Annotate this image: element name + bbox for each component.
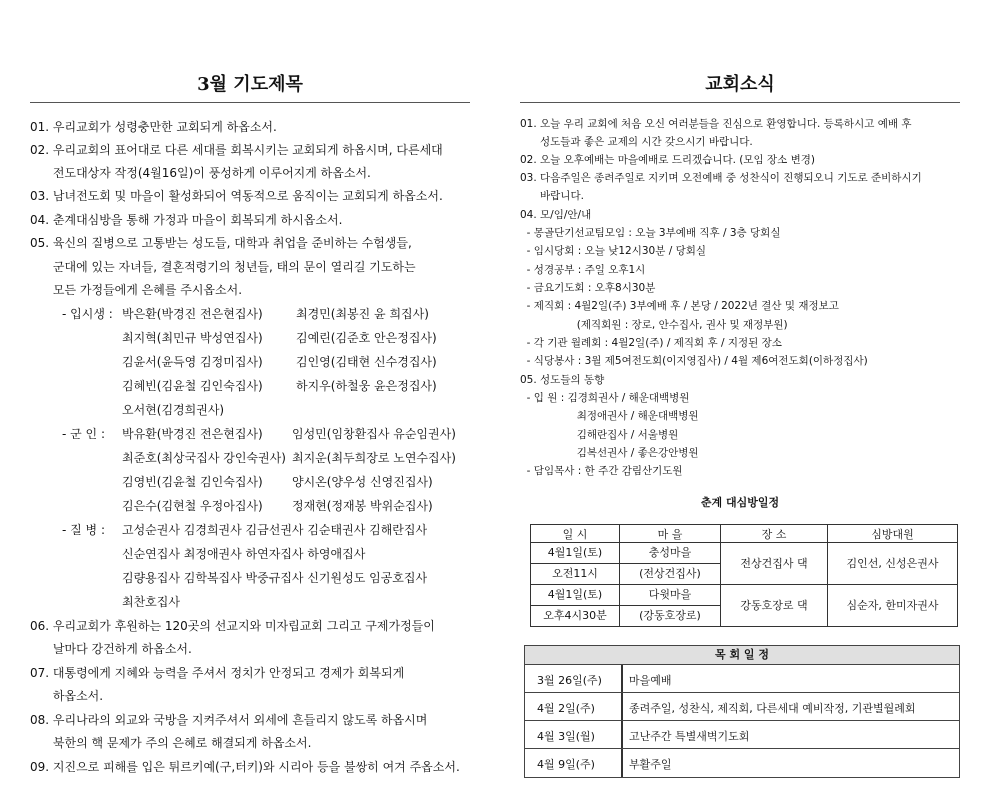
news-line: - 각 기관 월례회 : 4월2일(주) / 제직회 후 / 지정된 장소 — [520, 337, 782, 349]
prayer-line: 04. 춘계대심방을 통해 가정과 마을이 회복되게 하시옵소서. — [30, 213, 343, 227]
group-entry: 김혜빈(김윤철 김인숙집사) — [122, 379, 263, 393]
schedule-date: 4월 9일(주) — [537, 758, 595, 771]
schedule-date: 4월 3일(월) — [537, 730, 595, 743]
schedule-event: 고난주간 특별새벽기도회 — [629, 730, 750, 743]
schedule-box — [524, 645, 960, 778]
news-line: 김복선권사 / 좋은강안병원 — [520, 447, 699, 459]
visit-header: 마 을 — [620, 525, 721, 543]
group-label: - 질 병 : — [62, 523, 106, 537]
news-line: 04. 모/임/안/내 — [520, 209, 592, 221]
schedule-event: 마을예배 — [629, 674, 672, 687]
news-line: (제직회원 : 장로, 안수집사, 권사 및 재정부원) — [520, 319, 788, 331]
visit-date: 4월1일(토) — [531, 543, 620, 564]
prayer-line: 북한의 핵 문제가 주의 은혜로 해결되게 하옵소서. — [30, 736, 312, 750]
group-entry: 최지운(최두희장로 노연수집사) — [292, 451, 456, 465]
schedule-title: 목 회 일 정 — [525, 646, 959, 665]
prayer-line: 09. 지진으로 피해를 입은 튀르키예(구,터키)와 시리아 등을 불쌍히 여겨 주옵소서. — [30, 760, 460, 774]
news-title-rule — [520, 102, 960, 103]
visit-title: 춘계 대심방일정 — [700, 496, 780, 509]
schedule-divider — [621, 693, 623, 721]
prayer-line: 03. 남녀전도회 및 마을이 활성화되어 역동적으로 움직이는 교회되게 하옵소서. — [30, 189, 443, 203]
schedule-date: 4월 2일(주) — [537, 702, 595, 715]
news-line: 성도들과 좋은 교제의 시간 갖으시기 바랍니다. — [520, 136, 753, 148]
visit-village-leader: (강동호장로) — [620, 606, 721, 627]
group-label: - 군 인 : — [62, 427, 106, 441]
prayer-title: 3월 기도제목 — [197, 74, 303, 95]
prayer-title-rule — [30, 102, 470, 103]
prayer-line: 05. 육신의 질병으로 고통받는 성도들, 대학과 취업을 준비하는 수험생들, — [30, 236, 412, 250]
news-line: - 임시당회 : 오늘 낮12시30분 / 당회실 — [520, 245, 707, 257]
prayer-line: 군대에 있는 자녀들, 결혼적령기의 청년들, 태의 문이 열리길 기도하는 — [30, 260, 416, 274]
group-entry: 고성순권사 김경희권사 김금선권사 김순태권사 김해란집사 — [122, 523, 428, 537]
news-line: 02. 오늘 오후예배는 마을예배로 드리겠습니다. (모임 장소 변경) — [520, 154, 816, 166]
group-entry: 최경민(최봉진 윤 희집사) — [296, 307, 429, 321]
schedule-divider — [621, 721, 623, 749]
news-line: - 제직회 : 4월2일(주) 3부예배 후 / 본당 / 2022년 결산 및 재정보고 — [520, 300, 839, 312]
prayer-line: 01. 우리교회가 성령충만한 교회되게 하옵소서. — [30, 120, 277, 134]
prayer-line: 모든 가정들에게 은혜를 주시옵소서. — [30, 283, 243, 297]
group-entry: 박은환(박경진 전은현집사) — [122, 307, 263, 321]
visit-date: 4월1일(토) — [531, 585, 620, 606]
visit-table — [530, 524, 958, 627]
group-entry: 신순연집사 최정애권사 하연자집사 하영애집사 — [122, 547, 366, 561]
news-line: - 성경공부 : 주일 오후1시 — [520, 264, 646, 276]
group-entry: 양시온(양우성 신영진집사) — [292, 475, 433, 489]
schedule-row — [525, 721, 959, 749]
group-entry: 최찬호집사 — [122, 595, 180, 609]
news-line: 01. 오늘 우리 교회에 처음 오신 여러분들을 진심으로 환영합니다. 등록하시고 예배 후 — [520, 118, 912, 130]
news-title: 교회소식 — [705, 74, 775, 95]
prayer-line: 하옵소서. — [30, 689, 104, 703]
group-entry: 정재현(정재봉 박위순집사) — [292, 499, 433, 513]
group-entry: 김영빈(김윤철 김인숙집사) — [122, 475, 263, 489]
news-line: - 식당봉사 : 3월 제5여전도회(이지영집사) / 4월 제6여전도회(이하정집사) — [520, 355, 868, 367]
visit-place: 전상건집사 댁 — [721, 543, 828, 585]
prayer-line: 전도대상자 작정(4월16일)이 풍성하게 이루어지게 하옵소서. — [30, 166, 371, 180]
visit-header: 심방대원 — [828, 525, 958, 543]
visit-header: 일 시 — [531, 525, 620, 543]
visit-team: 심순자, 한미자권사 — [828, 585, 958, 627]
group-entry: 김은수(김현철 우정아집사) — [122, 499, 263, 513]
prayer-line: 날마다 강건하게 하옵소서. — [30, 642, 192, 656]
group-entry: 김예린(김준호 안은정집사) — [296, 331, 437, 345]
visit-village: 다윗마을 — [620, 585, 721, 606]
schedule-divider — [621, 665, 623, 693]
visit-village-leader: (전상건집사) — [620, 564, 721, 585]
prayer-line: 06. 우리교회가 후원하는 120곳의 선교지와 미자립교회 그리고 구제가정들이 — [30, 619, 435, 633]
schedule-row — [525, 693, 959, 721]
prayer-line: 02. 우리교회의 표어대로 다른 세대를 회복시키는 교회되게 하옵시며, 다른세대 — [30, 143, 443, 157]
group-entry: 최지혁(최민규 박성연집사) — [122, 331, 263, 345]
visit-village: 충성마을 — [620, 543, 721, 564]
visit-time: 오전11시 — [531, 564, 620, 585]
news-line: 03. 다음주일은 종려주일로 지키며 오전예배 중 성찬식이 진행되오니 기도로 준비하시기 — [520, 172, 922, 184]
group-entry: 임성민(임창환집사 유순임권사) — [292, 427, 456, 441]
prayer-line: 08. 우리나라의 외교와 국방을 지켜주셔서 외세에 흔들리지 않도록 하옵시며 — [30, 713, 428, 727]
visit-team: 김인선, 신성은권사 — [828, 543, 958, 585]
news-line: 최정애권사 / 해운대백병원 — [520, 410, 699, 422]
news-line: 바랍니다. — [520, 190, 584, 202]
news-line: - 입 원 : 김경희권사 / 해운대백병원 — [520, 392, 690, 404]
group-entry: 오서현(김경희권사) — [122, 403, 225, 417]
group-entry: 김윤서(윤득영 김정미집사) — [122, 355, 263, 369]
schedule-row — [525, 749, 959, 777]
group-label: - 입시생 : — [62, 307, 113, 321]
group-entry: 김인영(김태현 신수경집사) — [296, 355, 437, 369]
schedule-event: 종려주일, 성찬식, 제직회, 다른세대 예비작정, 기관별월례회 — [629, 702, 916, 715]
group-entry: 김량용집사 김학복집사 박중규집사 신기원성도 임공호집사 — [122, 571, 428, 585]
news-line: 김해란집사 / 서울병원 — [520, 429, 679, 441]
visit-row — [531, 585, 958, 606]
schedule-date: 3월 26일(주) — [537, 674, 602, 687]
visit-header: 장 소 — [721, 525, 828, 543]
schedule-event: 부활주일 — [629, 758, 672, 771]
visit-row — [531, 543, 958, 564]
visit-time: 오후4시30분 — [531, 606, 620, 627]
news-line: - 금요기도회 : 오후8시30분 — [520, 282, 656, 294]
group-entry: 박유환(박경진 전은현집사) — [122, 427, 263, 441]
news-line: - 담임목사 : 한 주간 감림산기도원 — [520, 465, 683, 477]
group-entry: 하지우(하철웅 윤은정집사) — [296, 379, 437, 393]
group-entry: 최준호(최상국집사 강인숙권사) — [122, 451, 286, 465]
news-line: - 몽골단기선교팀모임 : 오늘 3부예배 직후 / 3층 당회실 — [520, 227, 781, 239]
schedule-row — [525, 665, 959, 693]
schedule-divider — [621, 749, 623, 777]
visit-place: 강동호장로 댁 — [721, 585, 828, 627]
news-line: 05. 성도들의 동향 — [520, 374, 605, 386]
visit-header-row — [531, 525, 958, 543]
prayer-line: 07. 대통령에게 지혜와 능력을 주셔서 정치가 안정되고 경제가 회복되게 — [30, 666, 405, 680]
